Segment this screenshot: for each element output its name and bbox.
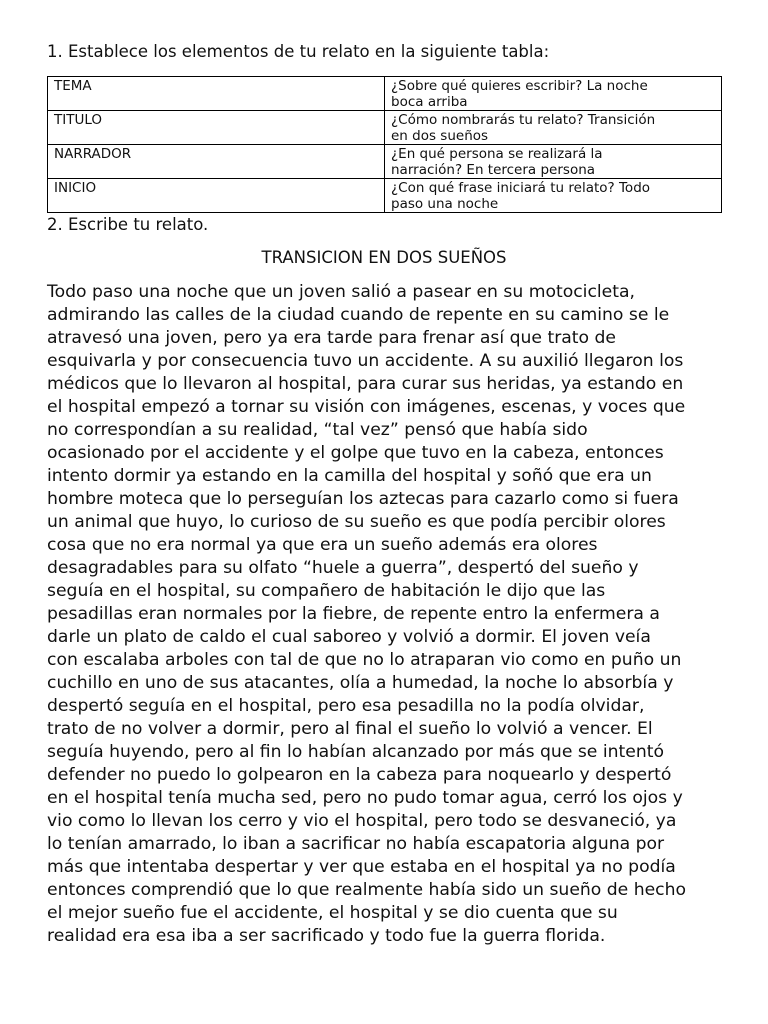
story-line: más que intentaba despertar y ver que estaba en el hospital ya no podía <box>47 857 676 877</box>
story-line: realidad era esa iba a ser sacrificado y todo fue la guerra florida. <box>47 926 606 946</box>
story-line: esquivarla y por consecuencia tuvo un accidente. A su auxilió llegaron los <box>47 351 684 371</box>
story-line: seguía huyendo, pero al fin lo habían alcanzado por más que se intentó <box>47 742 664 762</box>
story-line: ocasionado por el accidente y el golpe que tuvo en la cabeza, entonces <box>47 443 664 463</box>
table-cell-label: NARRADOR <box>48 145 385 179</box>
table-cell-value <box>385 77 722 111</box>
table-cell-label: INICIO <box>48 179 385 213</box>
story-line: trato de no volver a dormir, pero al final el sueño lo volvió a vencer. El <box>47 719 653 739</box>
table-cell-value-line: ¿Cómo nombrarás tu relato? Transición <box>391 112 656 128</box>
table-row <box>48 145 722 179</box>
story-body <box>47 281 737 948</box>
story-line: lo tenían amarrado, lo iban a sacrificar no había escapatoria alguna por <box>47 834 665 854</box>
story-line: médicos que lo llevaron al hospital, para curar sus heridas, ya estando en <box>47 374 684 394</box>
question-2-heading: 2. Escribe tu relato. <box>47 215 209 234</box>
story-line: cosa que no era normal ya que era un sueño además era olores <box>47 535 598 555</box>
table-cell-value-line: ¿Sobre qué quieres escribir? La noche <box>391 78 648 94</box>
story-line: hombre moteca que lo perseguían los aztecas para cazarlo como si fuera <box>47 489 679 509</box>
table-cell-value-line: narración? En tercera persona <box>391 162 596 178</box>
story-line: intento dormir ya estando en la camilla del hospital y soñó que era un <box>47 466 652 486</box>
table-cell-value <box>385 145 722 179</box>
table-cell-value-line: en dos sueños <box>391 128 489 144</box>
story-line: el hospital empezó a tornar su visión con imágenes, escenas, y voces que <box>47 397 686 417</box>
story-elements-table <box>47 76 722 213</box>
table-cell-value <box>385 179 722 213</box>
story-line: cuchillo en uno de sus atacantes, olía a humedad, la noche lo absorbía y <box>47 673 674 693</box>
table-cell-label: TITULO <box>48 111 385 145</box>
table-row <box>48 179 722 213</box>
story-line: seguía en el hospital, su compañero de habitación le dijo que las <box>47 581 606 601</box>
table-row <box>48 111 722 145</box>
story-line: defender no puedo lo golpearon en la cabeza para noquearlo y despertó <box>47 765 672 785</box>
table-cell-value <box>385 111 722 145</box>
story-line: en el hospital tenía mucha sed, pero no pudo tomar agua, cerró los ojos y <box>47 788 683 808</box>
table-cell-value-line: ¿En qué persona se realizará la <box>391 146 603 162</box>
story-line: entonces comprendió que lo que realmente había sido un sueño de hecho <box>47 880 687 900</box>
story-line: atravesó una joven, pero ya era tarde para frenar así que trato de <box>47 328 617 348</box>
story-line: admirando las calles de la ciudad cuando de repente en su camino se le <box>47 305 670 325</box>
story-line: no correspondían a su realidad, “tal vez” pensó que había sido <box>47 420 588 440</box>
story-line: despertó seguía en el hospital, pero esa pesadilla no la podía olvidar, <box>47 696 645 716</box>
story-line: vio como lo llevan los cerro y vio el hospital, pero todo se desvaneció, ya <box>47 811 677 831</box>
story-line: darle un plato de caldo el cual saboreo y volvió a dormir. El joven veía <box>47 627 651 647</box>
story-line: pesadillas eran normales por la fiebre, de repente entro la enfermera a <box>47 604 660 624</box>
table-row <box>48 77 722 111</box>
story-line: Todo paso una noche que un joven salió a pasear en su motocicleta, <box>47 282 635 302</box>
table-cell-value-line: ¿Con qué frase iniciará tu relato? Todo <box>391 180 651 196</box>
table-cell-label: TEMA <box>48 77 385 111</box>
story-line: un animal que huyo, lo curioso de su sueño es que podía percibir olores <box>47 512 666 532</box>
story-line: con escalaba arboles con tal de que no lo atraparan vio como en puño un <box>47 650 682 670</box>
table-cell-value-line: boca arriba <box>391 94 468 110</box>
table-cell-value-line: paso una noche <box>391 196 499 212</box>
story-title: TRANSICION EN DOS SUEÑOS <box>261 248 507 267</box>
story-line: desagradables para su olfato “huele a guerra”, despertó del sueño y <box>47 558 639 578</box>
question-1-heading: 1. Establece los elementos de tu relato en la siguiente tabla: <box>47 42 550 61</box>
story-line: el mejor sueño fue el accidente, el hospital y se dio cuenta que su <box>47 903 618 923</box>
